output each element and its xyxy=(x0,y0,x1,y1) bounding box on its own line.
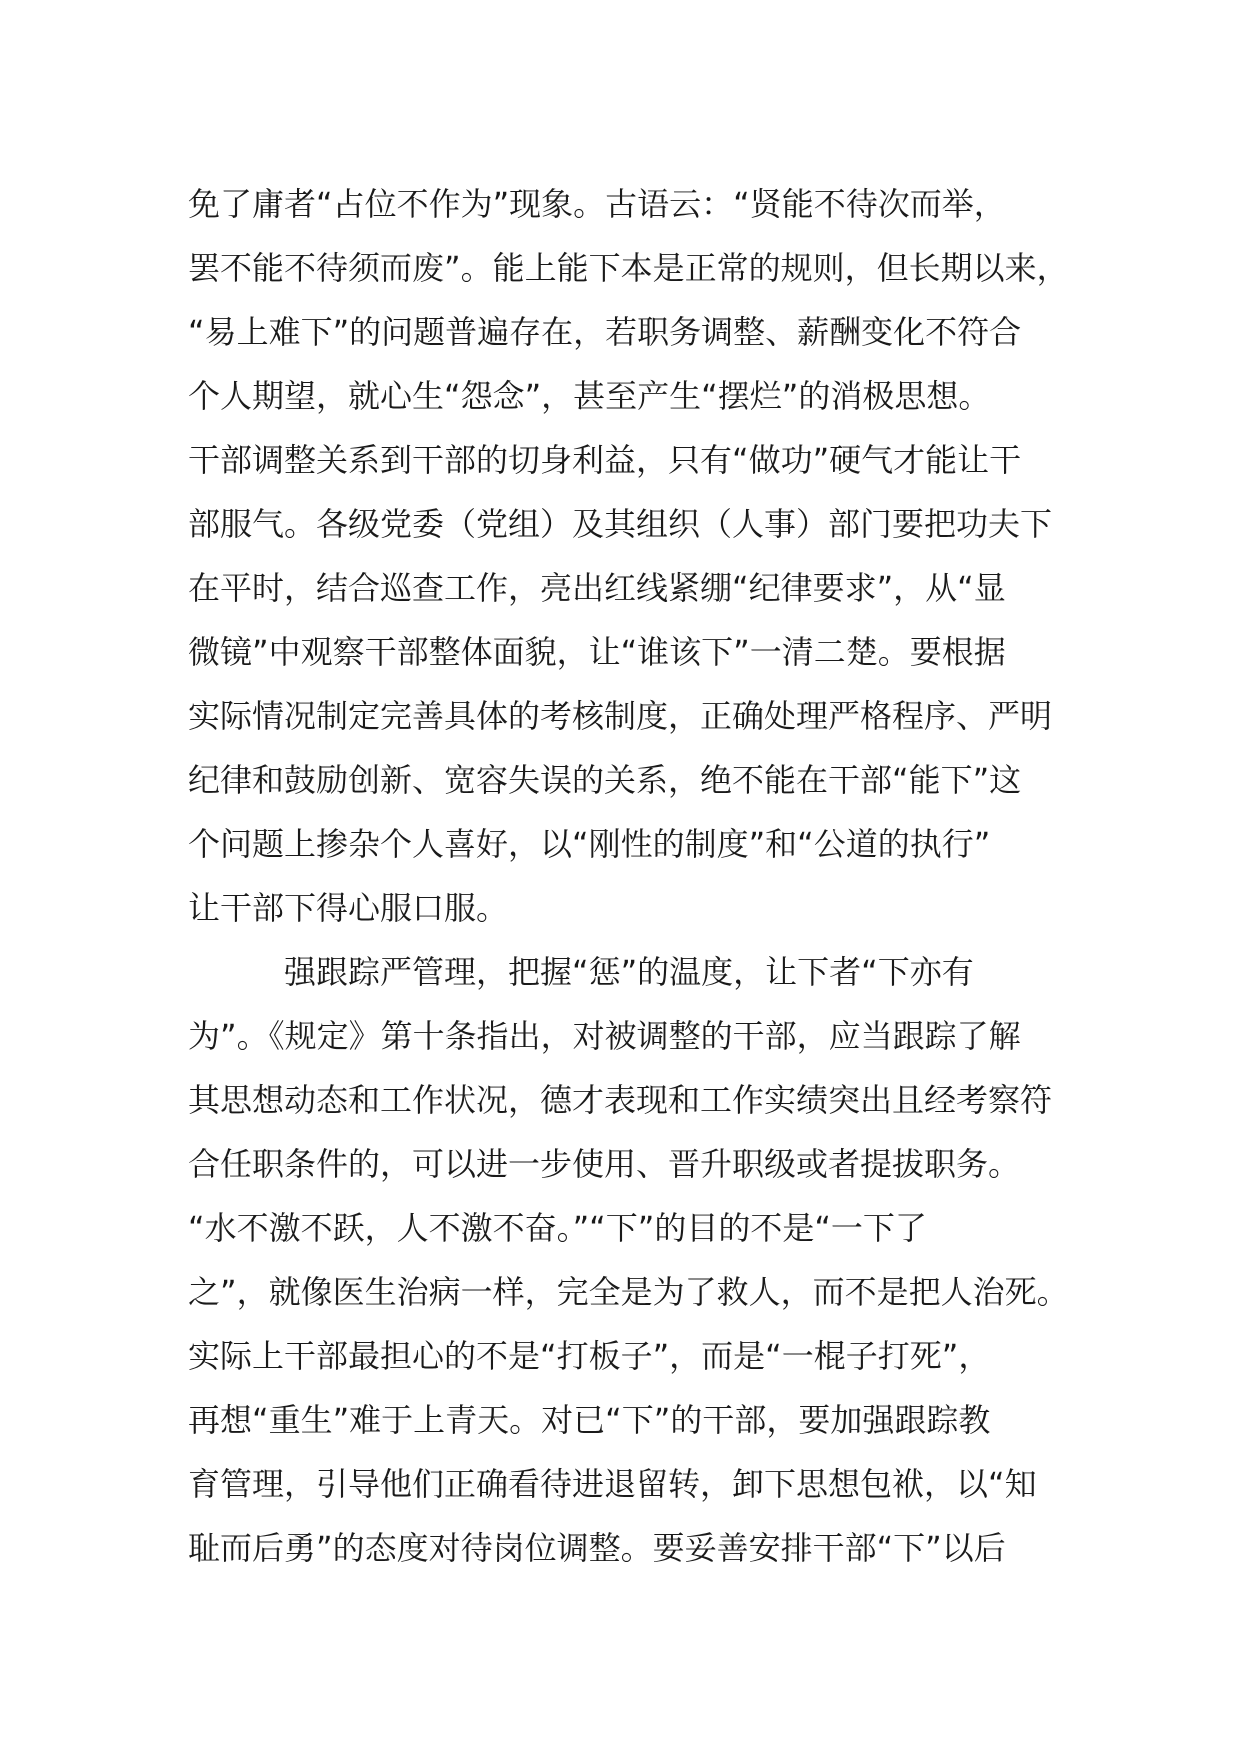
paragraph-line: 其思想动态和工作状况，德才表现和工作实绩突出且经考察符 xyxy=(188,1081,1053,1119)
body-text xyxy=(188,172,1068,1580)
paragraph-line-indented: 强跟踪严管理，把握“惩”的温度，让下者“下亦有 xyxy=(284,953,974,991)
paragraph-line: 为”。《规定》第十条指出，对被调整的干部，应当跟踪了解 xyxy=(188,1017,1021,1055)
paragraph-line: 在平时，结合巡查工作，亮出红线紧绷“纪律要求”，从“显 xyxy=(188,569,1006,607)
paragraph-line: “水不激不跃，人不激不奋。”“下”的目的不是“一下了 xyxy=(188,1209,927,1247)
paragraph-line: 实际情况制定完善具体的考核制度，正确处理严格程序、严明 xyxy=(188,697,1053,735)
paragraph-line: “易上难下”的问题普遍存在，若职务调整、薪酬变化不符合 xyxy=(188,313,1022,351)
paragraph-line: 纪律和鼓励创新、宽容失误的关系，绝不能在干部“能下”这 xyxy=(188,761,1022,799)
paragraph-line: 耻而后勇”的态度对待岗位调整。要妥善安排干部“下”以后 xyxy=(188,1529,1006,1567)
paragraph-line: 干部调整关系到干部的切身利益，只有“做功”硬气才能让干 xyxy=(188,441,1022,479)
paragraph-line: 实际上干部最担心的不是“打板子”，而是“一棍子打死”， xyxy=(188,1337,991,1375)
paragraph-line: 让干部下得心服口服。 xyxy=(188,889,509,927)
paragraph-line: 罢不能不待须而废”。能上能下本是正常的规则，但长期以来， xyxy=(188,249,1069,287)
paragraph-line: 个问题上掺杂个人喜好，以“刚性的制度”和“公道的执行” xyxy=(188,825,991,863)
paragraph-line: 之”，就像医生治病一样，完全是为了救人，而不是把人治死。 xyxy=(188,1273,1069,1311)
paragraph-line: 个人期望，就心生“怨念”，甚至产生“摆烂”的消极思想。 xyxy=(188,377,991,415)
paragraph-line: 合任职条件的，可以进一步使用、晋升职级或者提拔职务。 xyxy=(188,1145,1021,1183)
paragraph-line: 再想“重生”难于上青天。对已“下”的干部，要加强跟踪教 xyxy=(188,1401,991,1439)
paragraph-line: 微镜”中观察干部整体面貌，让“谁该下”一清二楚。要根据 xyxy=(188,633,1006,671)
paragraph-line: 部服气。各级党委（党组）及其组织（人事）部门要把功夫下 xyxy=(188,505,1053,543)
paragraph-line: 免了庸者“占位不作为”现象。古语云：“贤能不待次而举， xyxy=(188,185,1006,223)
paragraph-line: 育管理，引导他们正确看待进退留转，卸下思想包袱，以“知 xyxy=(188,1465,1037,1503)
